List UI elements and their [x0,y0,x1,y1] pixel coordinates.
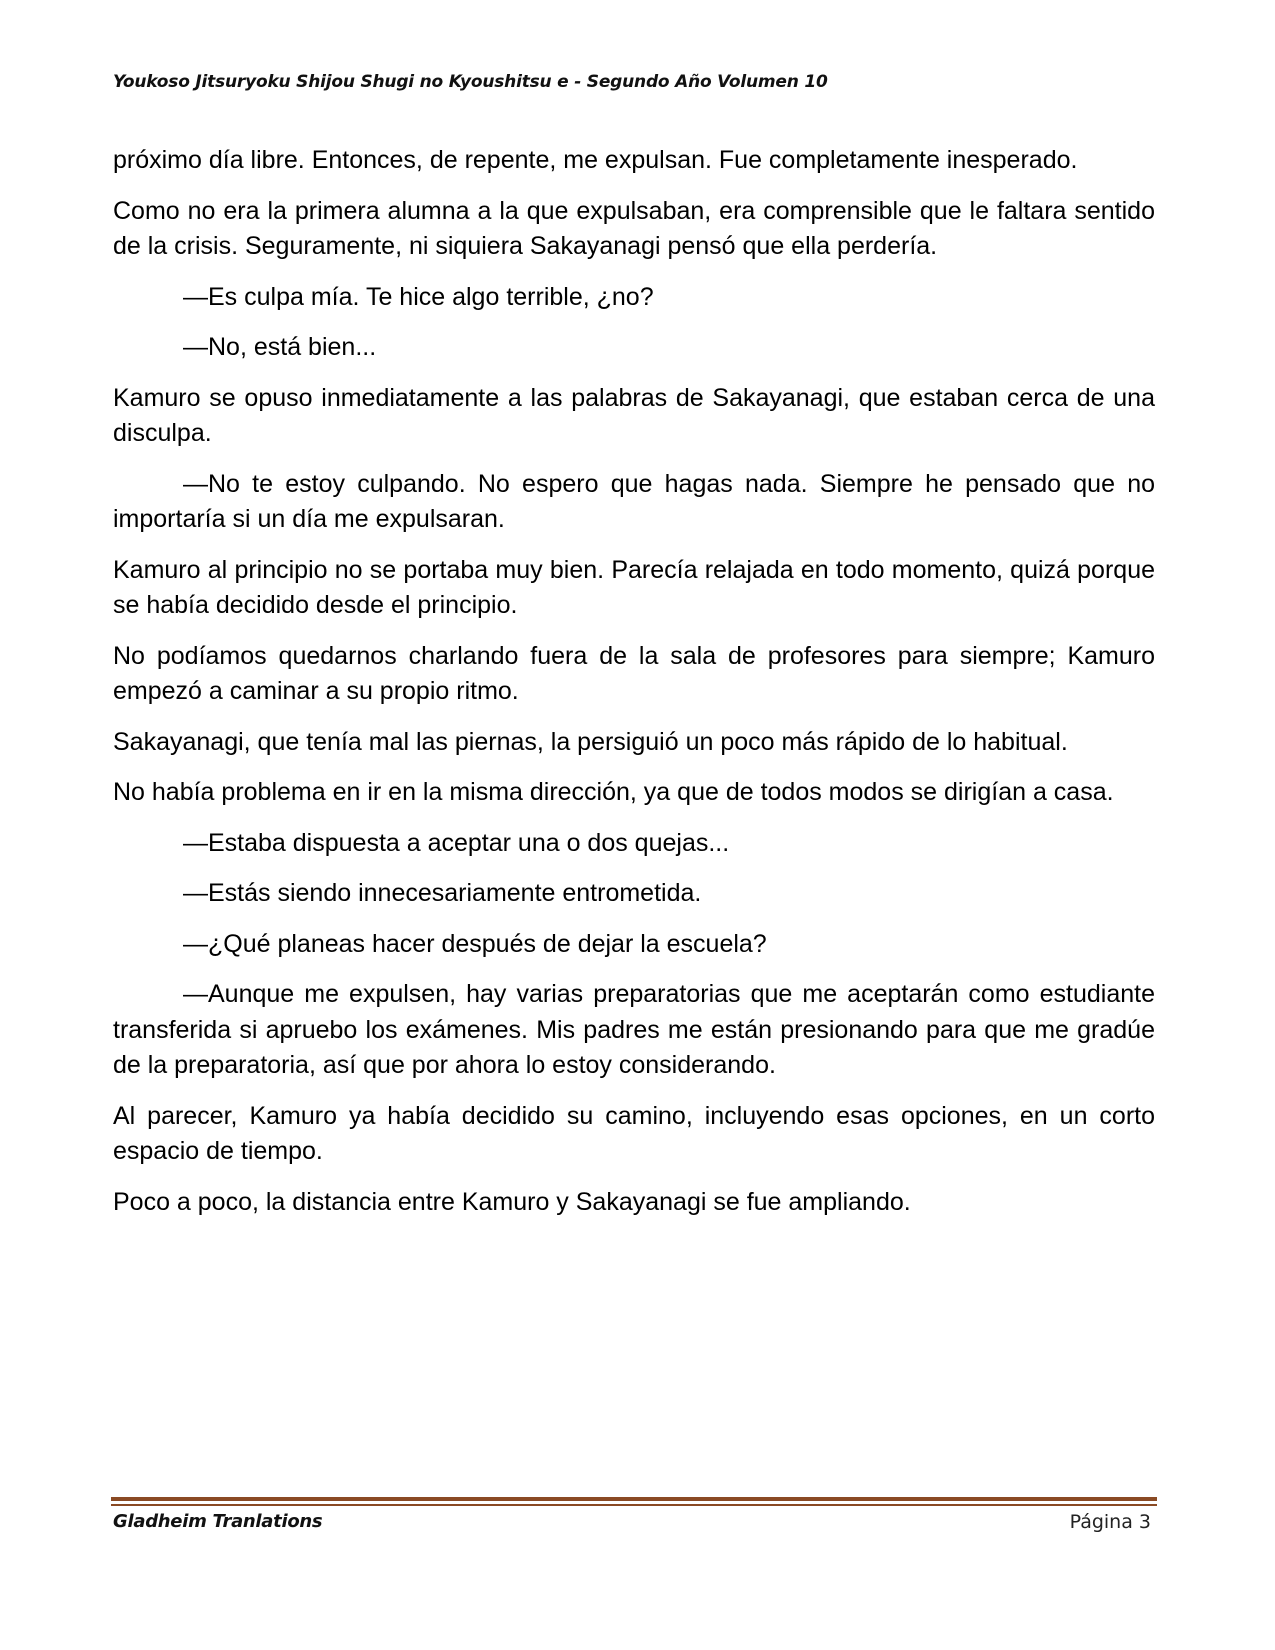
dialogue-line-5: —Estás siendo innecesariamente entrometida. [183,879,702,907]
dialogue-line-7: —Aunque me expulsen, hay varias preparatorias que me aceptarán como estudiante transferida si apruebo los exámenes. Mis padres me están presionando para que me gradúe de la preparatoria, así que por ahora lo estoy considerando. [113,980,1155,1079]
footer-divider-thick [111,1497,1157,1501]
page-header-title: Youkoso Jitsuryoku Shijou Shugi no Kyoushitsu e - Segundo Año Volumen 10 [113,72,828,92]
paragraph-4: Kamuro al principio no se portaba muy bien. Parecía relajada en todo momento, quizá porque se había decidido desde el principio. [113,555,1155,619]
page-number: Página 3 [1069,1511,1151,1533]
footer-divider-thin [111,1504,1157,1506]
paragraph-5: No podíamos quedarnos charlando fuera de la sala de profesores para siempre; Kamuro empezó a caminar a su propio ritmo. [113,641,1155,705]
paragraph-6: Sakayanagi, que tenía mal las piernas, la persiguió un poco más rápido de lo habitual. [113,727,1068,756]
dialogue-line-4: —Estaba dispuesta a aceptar una o dos quejas... [183,828,730,857]
paragraph-9: Poco a poco, la distancia entre Kamuro y Sakayanagi se fue ampliando. [113,1187,911,1216]
paragraph-2: Como no era la primera alumna a la que expulsaban, era comprensible que le faltara sentido de la crisis. Seguramente, ni siquiera Sakayanagi pensó que ella perdería. [113,196,1155,260]
paragraph-1: próximo día libre. Entonces, de repente, me expulsan. Fue completamente inesperado. [113,146,1078,174]
dialogue-line-2: —No, está bien... [183,333,377,361]
paragraph-8: Al parecer, Kamuro ya había decidido su camino, incluyendo esas opciones, en un corto espacio de tiempo. [113,1101,1155,1165]
dialogue-line-6: —¿Qué planeas hacer después de dejar la escuela? [183,929,767,958]
dialogue-line-1: —Es culpa mía. Te hice algo terrible, ¿no? [183,282,654,311]
dialogue-line-3: —No te estoy culpando. No espero que hagas nada. Siempre he pensado que no importaría si un día me expulsaran. [113,469,1155,533]
paragraph-7: No había problema en ir en la misma dirección, ya que de todos modos se dirigían a casa. [113,778,1114,806]
paragraph-3: Kamuro se opuso inmediatamente a las palabras de Sakayanagi, que estaban cerca de una disculpa. [113,383,1155,447]
document-body [113,143,1155,1235]
footer-publisher: Gladheim Tranlations [113,1511,323,1532]
